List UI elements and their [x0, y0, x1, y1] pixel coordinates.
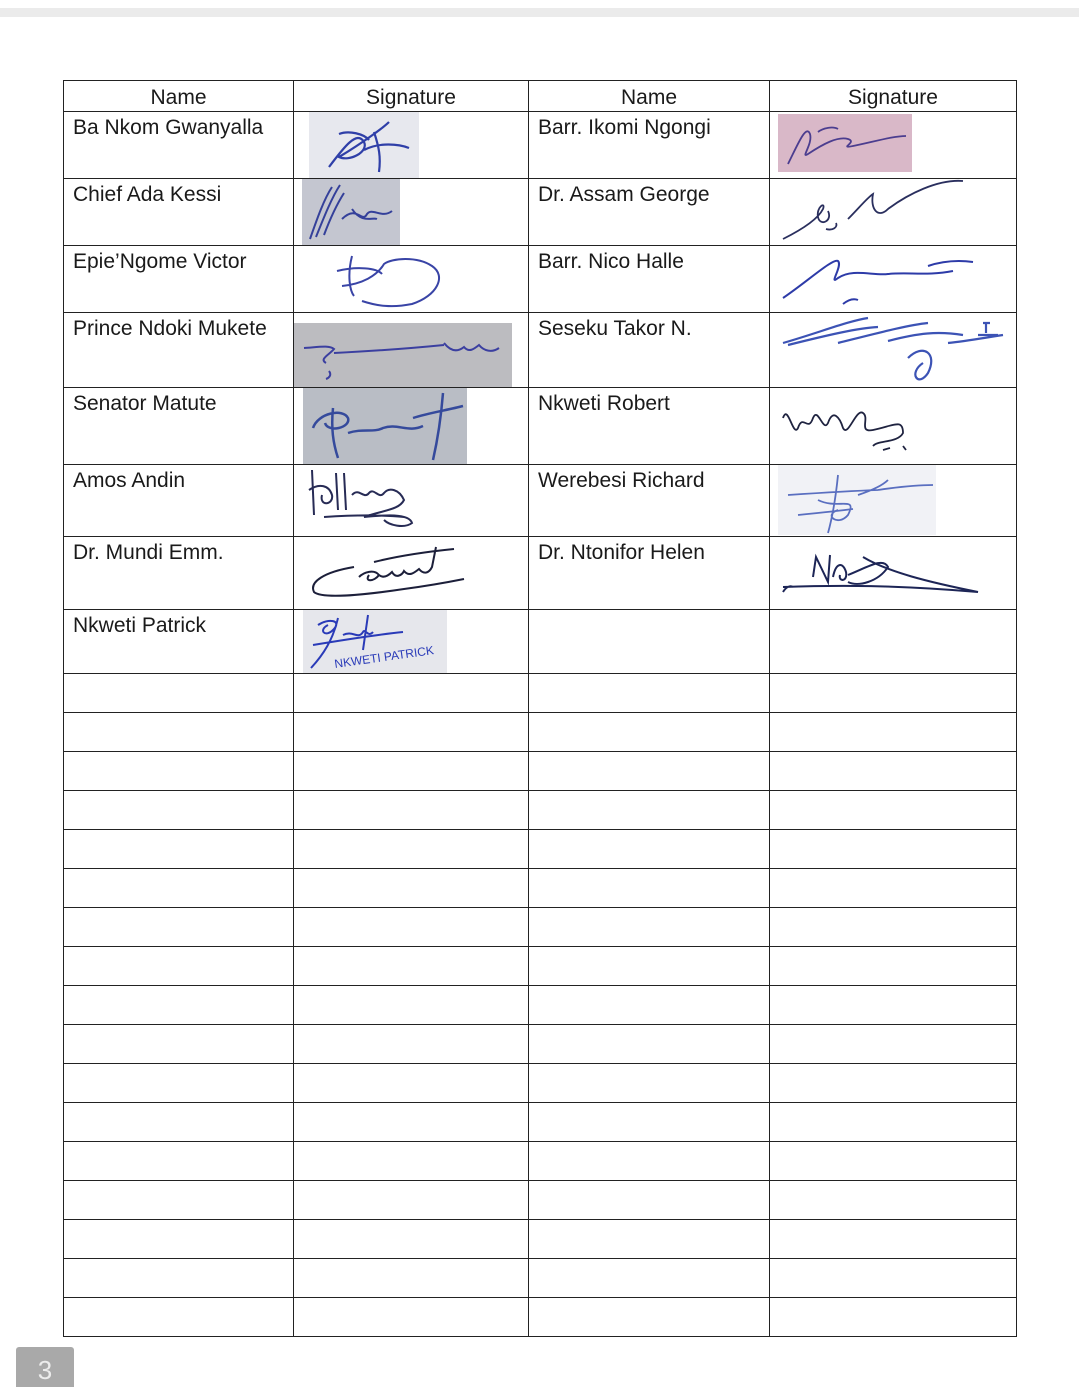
header-row	[64, 81, 1017, 112]
right-name: Barr. Nico Halle	[538, 250, 684, 273]
left-name: Chief Ada Kessi	[73, 183, 222, 206]
right-name: Dr. Ntonifor Helen	[538, 541, 705, 564]
signature-image	[778, 179, 968, 243]
empty-row	[64, 1220, 1017, 1259]
left-name: Nkweti Patrick	[73, 614, 207, 637]
empty-row	[64, 986, 1017, 1025]
table-row	[64, 465, 1017, 537]
right-name	[529, 610, 769, 613]
signature-image	[778, 388, 918, 464]
signature-image	[309, 112, 419, 178]
left-name: Epie’Ngome Victor	[73, 250, 247, 273]
table-row	[64, 537, 1017, 610]
empty-row	[64, 1025, 1017, 1064]
empty-row	[64, 674, 1017, 713]
header-name-left: Name	[64, 81, 294, 112]
table-row	[64, 179, 1017, 246]
empty-row	[64, 908, 1017, 947]
signature-image	[778, 246, 978, 310]
signature-image	[778, 537, 988, 607]
page-number: 3	[16, 1347, 74, 1387]
empty-row	[64, 1259, 1017, 1298]
empty-row	[64, 1064, 1017, 1103]
signature-image	[303, 388, 467, 464]
table-row	[64, 388, 1017, 465]
signature-image	[303, 610, 447, 674]
right-name: Dr. Assam George	[538, 183, 710, 206]
left-name: Dr. Mundi Emm.	[73, 541, 224, 564]
right-name: Nkweti Robert	[538, 392, 670, 415]
signature-image	[322, 246, 462, 312]
table-row	[64, 112, 1017, 179]
left-name: Ba Nkom Gwanyalla	[73, 116, 264, 139]
signature-table	[63, 80, 1017, 1337]
right-name: Werebesi Richard	[538, 469, 705, 492]
header-signature-right: Signature	[770, 81, 1017, 112]
signature-image	[304, 465, 424, 531]
table-row	[64, 610, 1017, 674]
signature-image	[778, 313, 1016, 387]
empty-row	[64, 830, 1017, 869]
left-name: Amos Andin	[73, 469, 186, 492]
left-name: Senator Matute	[73, 392, 217, 415]
signature-image	[304, 537, 474, 607]
right-name: Seseku Takor N.	[538, 317, 692, 340]
empty-row	[64, 791, 1017, 830]
table-row	[64, 246, 1017, 313]
top-border-strip	[0, 8, 1079, 17]
right-name: Barr. Ikomi Ngongi	[538, 116, 711, 139]
empty-row	[64, 752, 1017, 791]
empty-row	[64, 947, 1017, 986]
header-name-right: Name	[529, 81, 770, 112]
empty-row	[64, 1298, 1017, 1337]
empty-row	[64, 713, 1017, 752]
empty-row	[64, 1142, 1017, 1181]
signature-image	[302, 179, 400, 245]
empty-row	[64, 869, 1017, 908]
empty-row	[64, 1181, 1017, 1220]
signature-image	[778, 114, 912, 172]
signature-caption: NKWETI PATRICK	[333, 643, 435, 671]
header-signature-left: Signature	[294, 81, 529, 112]
signature-image	[294, 323, 512, 388]
signature-image	[778, 465, 936, 535]
table-row	[64, 313, 1017, 388]
left-name: Prince Ndoki Mukete	[73, 317, 267, 340]
empty-row	[64, 1103, 1017, 1142]
